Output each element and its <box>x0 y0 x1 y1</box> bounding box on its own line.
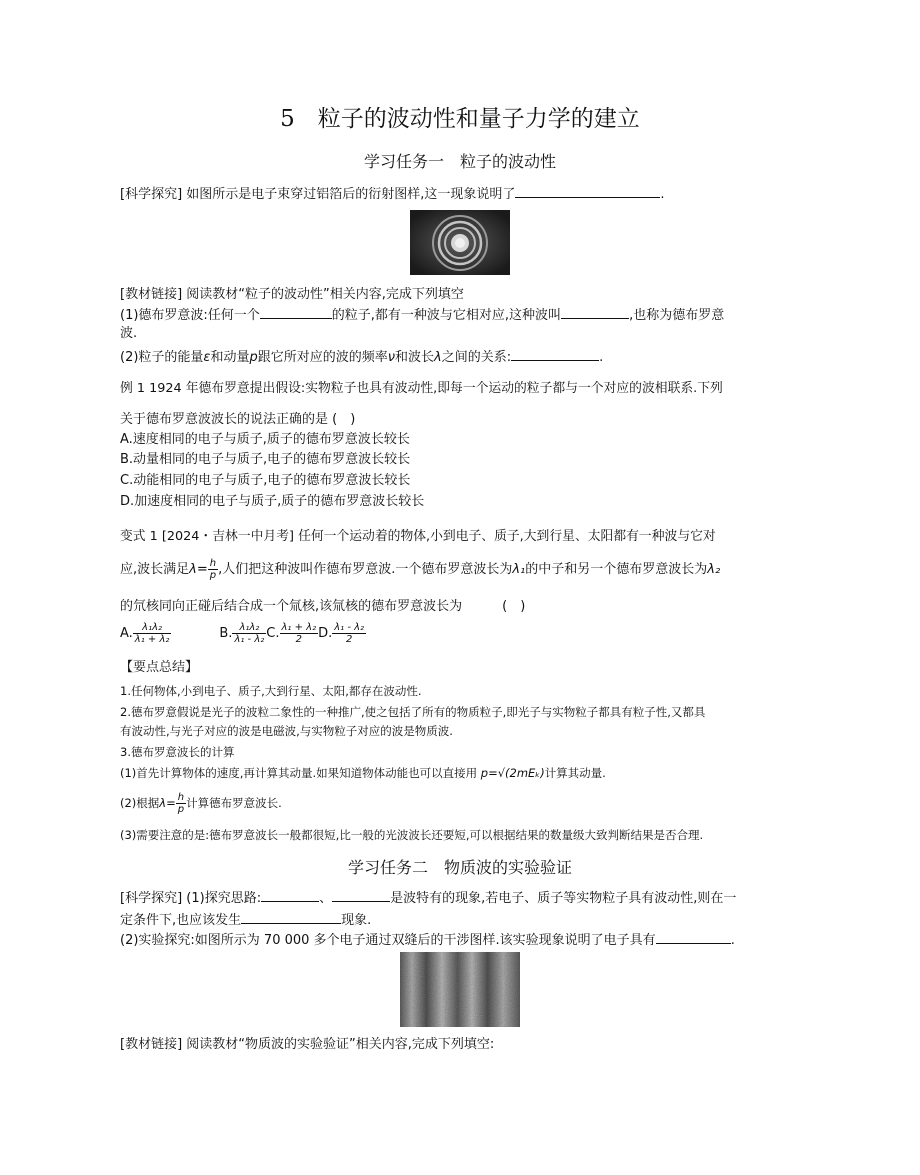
variant1-line2: 应,波长满足λ= $\frac{h}{p}$ ,人们把这种波叫作德布罗意波.一个德布罗意波长为λ₁的中子和另一个德布罗意波长为λ₂ <box>120 558 721 581</box>
answer-blank[interactable] <box>656 930 731 944</box>
task1-link: [教材链接] 阅读教材“粒子的波动性”相关内容,完成下列填空 <box>120 287 464 302</box>
task2-exp2: (2)实验探究:如图所示为 70 000 多个电子通过双缝后的干涉图样.该实验现象说明了电子具有 . <box>120 930 735 950</box>
answer-blank[interactable] <box>261 888 319 902</box>
variant1-option-d[interactable]: D. $\frac{\text{λ₁ - λ₂}}{2}$ <box>318 622 365 645</box>
task1-explore: [科学探究] 如图所示是电子束穿过铝箔后的衍射图样,这一现象说明了 . <box>120 184 665 204</box>
answer-blank[interactable] <box>241 910 341 924</box>
double-slit-interference-image <box>400 952 520 1027</box>
variant1-option-b[interactable]: B. $\frac{\text{λ₁λ₂}}{\text{λ₁ - λ₂}}$ <box>219 622 265 645</box>
page-title: 5 粒子的波动性和量子力学的建立 <box>280 106 640 132</box>
example1-line2: 关于德布罗意波波长的说法正确的是 ( ) <box>120 412 356 427</box>
answer-blank[interactable] <box>260 305 332 319</box>
electron-diffraction-image <box>410 210 510 275</box>
task1-q1: (1)德布罗意波:任何一个 的粒子,都有一种波与它相对应,这种波叫 ,也称为德布罗意 <box>120 305 724 325</box>
example1-option-b[interactable]: B.动量相同的电子与质子,电子的德布罗意波长较长 <box>120 452 411 467</box>
summary-point-3-3: (3)需要注意的是:德布罗意波长一般都很短,比一般的光波波长还要短,可以根据结果的数量级大致判断结果是否合理. <box>120 828 704 842</box>
variant1-line1: 变式 1 [2024・吉林一中月考] 任何一个运动着的物体,小到电子、质子,大到行星、太阳都有一种波与它对 <box>120 529 716 544</box>
example1-option-c[interactable]: C.动能相同的电子与质子,电子的德布罗意波长较长 <box>120 473 411 488</box>
example1-option-d[interactable]: D.加速度相同的电子与质子,质子的德布罗意波长较长 <box>120 494 425 509</box>
task1-heading: 学习任务一 粒子的波动性 <box>363 152 556 171</box>
task2-explore: [科学探究] (1)探究思路: 、 是波特有的现象,若电子、质子等实物粒子具有波动性,则在一 <box>120 888 736 908</box>
answer-blank[interactable] <box>561 305 629 319</box>
variant1-line3: 的氘核同向正碰后结合成一个氚核,该氚核的德布罗意波长为 ( ) <box>120 599 526 614</box>
answer-blank[interactable] <box>515 184 660 198</box>
summary-point-2a: 2.德布罗意假说是光子的波粒二象性的一种推广,使之包括了所有的物质粒子,即光子与实物粒子都具有粒子性,又都具 <box>120 705 706 719</box>
summary-point-2b: 有波动性,与光子对应的波是电磁波,与实物粒子对应的波是物质波. <box>120 724 453 738</box>
variant1-option-a[interactable]: A. $\frac{\text{λ₁λ₂}}{\text{λ₁ + λ₂}}$ <box>120 622 170 645</box>
task1-q1-cont: 波. <box>120 326 138 341</box>
variant1-option-c[interactable]: C. $\frac{\text{λ₁ + λ₂}}{2}$ <box>266 622 317 645</box>
example1-line1: 例 1 1924 年德布罗意提出假设:实物粒子也具有波动性,即每一个运动的粒子都与一个对应的波相联系.下列 <box>120 381 723 396</box>
task2-heading: 学习任务二 物质波的实验验证 <box>347 858 572 877</box>
summary-point-3-1: (1)首先计算物体的速度,再计算其动量.如果知道物体动能也可以直接用 p=√(2mEₖ)计算其动量. <box>120 766 606 780</box>
summary-point-1: 1.任何物体,小到电子、质子,大到行星、太阳,都存在波动性. <box>120 684 422 698</box>
task2-explore-cont: 定条件下,也应该发生 现象. <box>120 910 371 930</box>
variant1-options <box>120 620 366 648</box>
task2-link: [教材链接] 阅读教材“物质波的实验验证”相关内容,完成下列填空: <box>120 1037 495 1052</box>
answer-blank[interactable] <box>332 888 390 902</box>
summary-point-3: 3.德布罗意波长的计算 <box>120 745 235 759</box>
summary-point-3-2: (2)根据λ= $\frac{h}{p}$ 计算德布罗意波长. <box>120 792 282 815</box>
answer-blank[interactable] <box>511 347 599 361</box>
example1-option-a[interactable]: A.速度相同的电子与质子,质子的德布罗意波长较长 <box>120 432 410 447</box>
task1-q2: (2)粒子的能量ε和动量p跟它所对应的波的频率ν和波长λ之间的关系: . <box>120 347 603 367</box>
summary-heading: 【要点总结】 <box>120 660 199 675</box>
